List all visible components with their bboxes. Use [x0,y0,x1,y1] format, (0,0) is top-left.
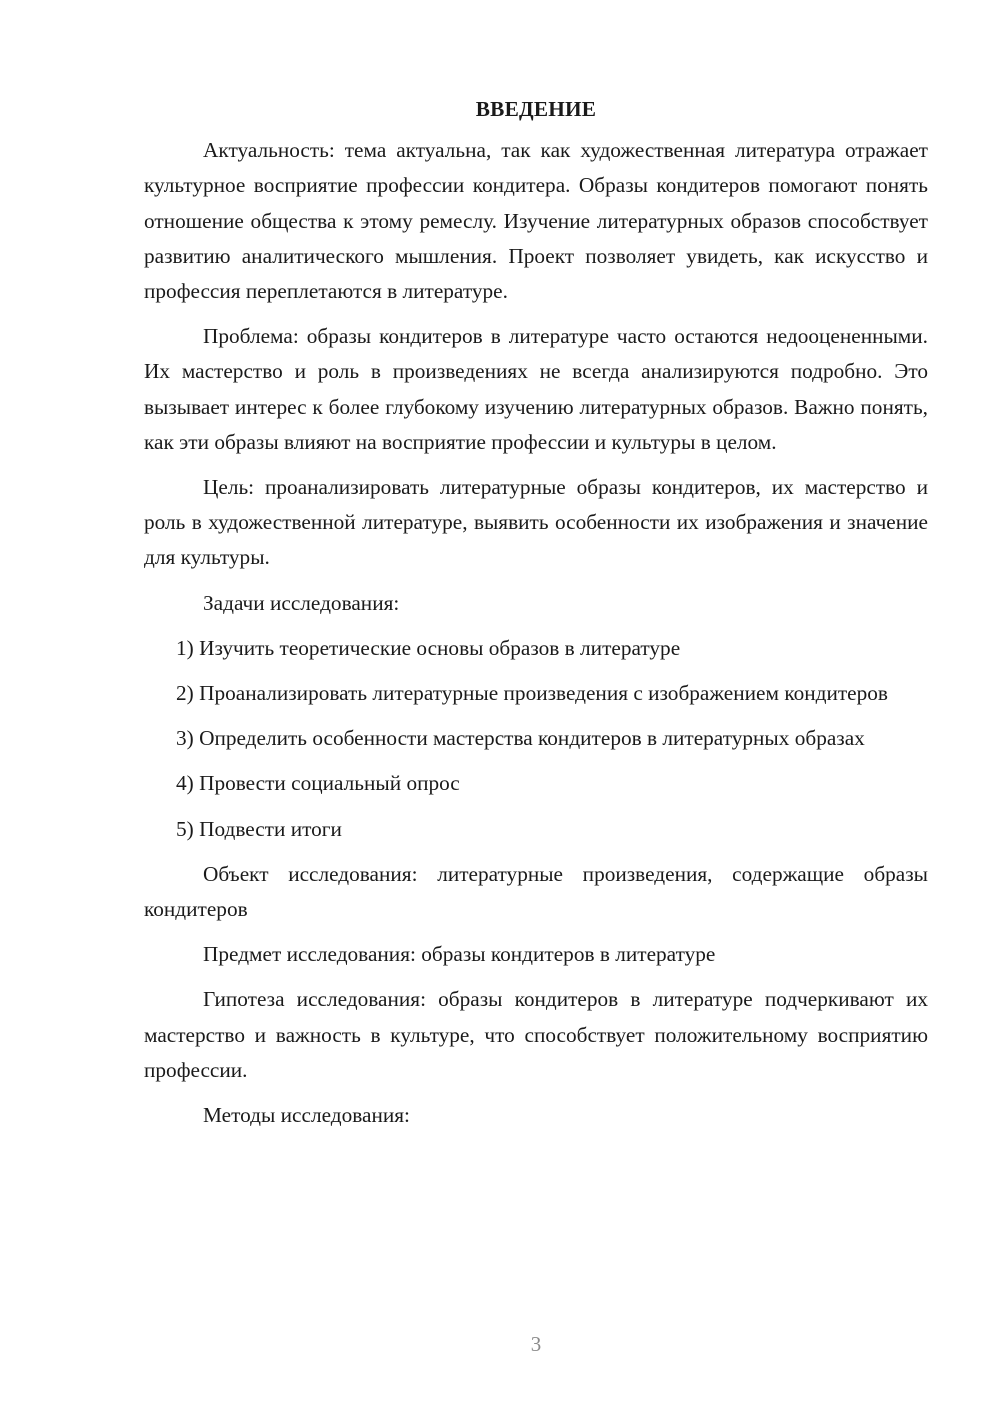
page-title: ВВЕДЕНИЕ [475,97,597,121]
tasks-heading: Задачи исследования: [203,590,400,615]
page-number: 3 [530,1332,542,1356]
object-paragraph: Объект исследования: литературные произведения, содержащие образы кондитеров [144,861,928,922]
hypothesis-paragraph: Гипотеза исследования: образы кондитеров в литературе подчеркивают их мастерство и важность в культуре, что способствует положительному восприятию профессии. [144,987,928,1082]
document-page [144,92,928,1143]
task-item-4: 4) Провести социальный опрос [176,771,460,796]
task-item-1: 1) Изучить теоретические основы образов в литературе [176,635,681,660]
goal-paragraph: Цель: проанализировать литературные образы кондитеров, их мастерство и роль в художественной литературе, выявить особенности их изображения и значение для культуры. [144,475,928,570]
relevance-paragraph: Актуальность: тема актуальна, так как художественная литература отражает культурное восприятие профессии кондитера. Образы кондитеров помогают понять отношение общества к этому ремеслу. Изучение литературных образов способствует развитию аналитического мышления. Проект позволяет увидеть, как искусство и профессия переплетаются в литературе. [144,138,928,304]
problem-paragraph: Проблема: образы кондитеров в литературе часто остаются недооцененными. Их мастерство и роль в произведениях не всегда анализируются подробно. Это вызывает интерес к более глубокому изучению литературных образов. Важно понять, как эти образы влияют на восприятие профессии и культуры в целом. [144,324,928,454]
subject-paragraph: Предмет исследования: образы кондитеров в литературе [203,942,716,967]
task-item-3: 3) Определить особенности мастерства кондитеров в литературных образах [176,726,865,751]
task-item-2: 2) Проанализировать литературные произведения с изображением кондитеров [176,681,888,706]
methods-heading: Методы исследования: [203,1103,410,1128]
task-item-5: 5) Подвести итоги [176,816,342,841]
